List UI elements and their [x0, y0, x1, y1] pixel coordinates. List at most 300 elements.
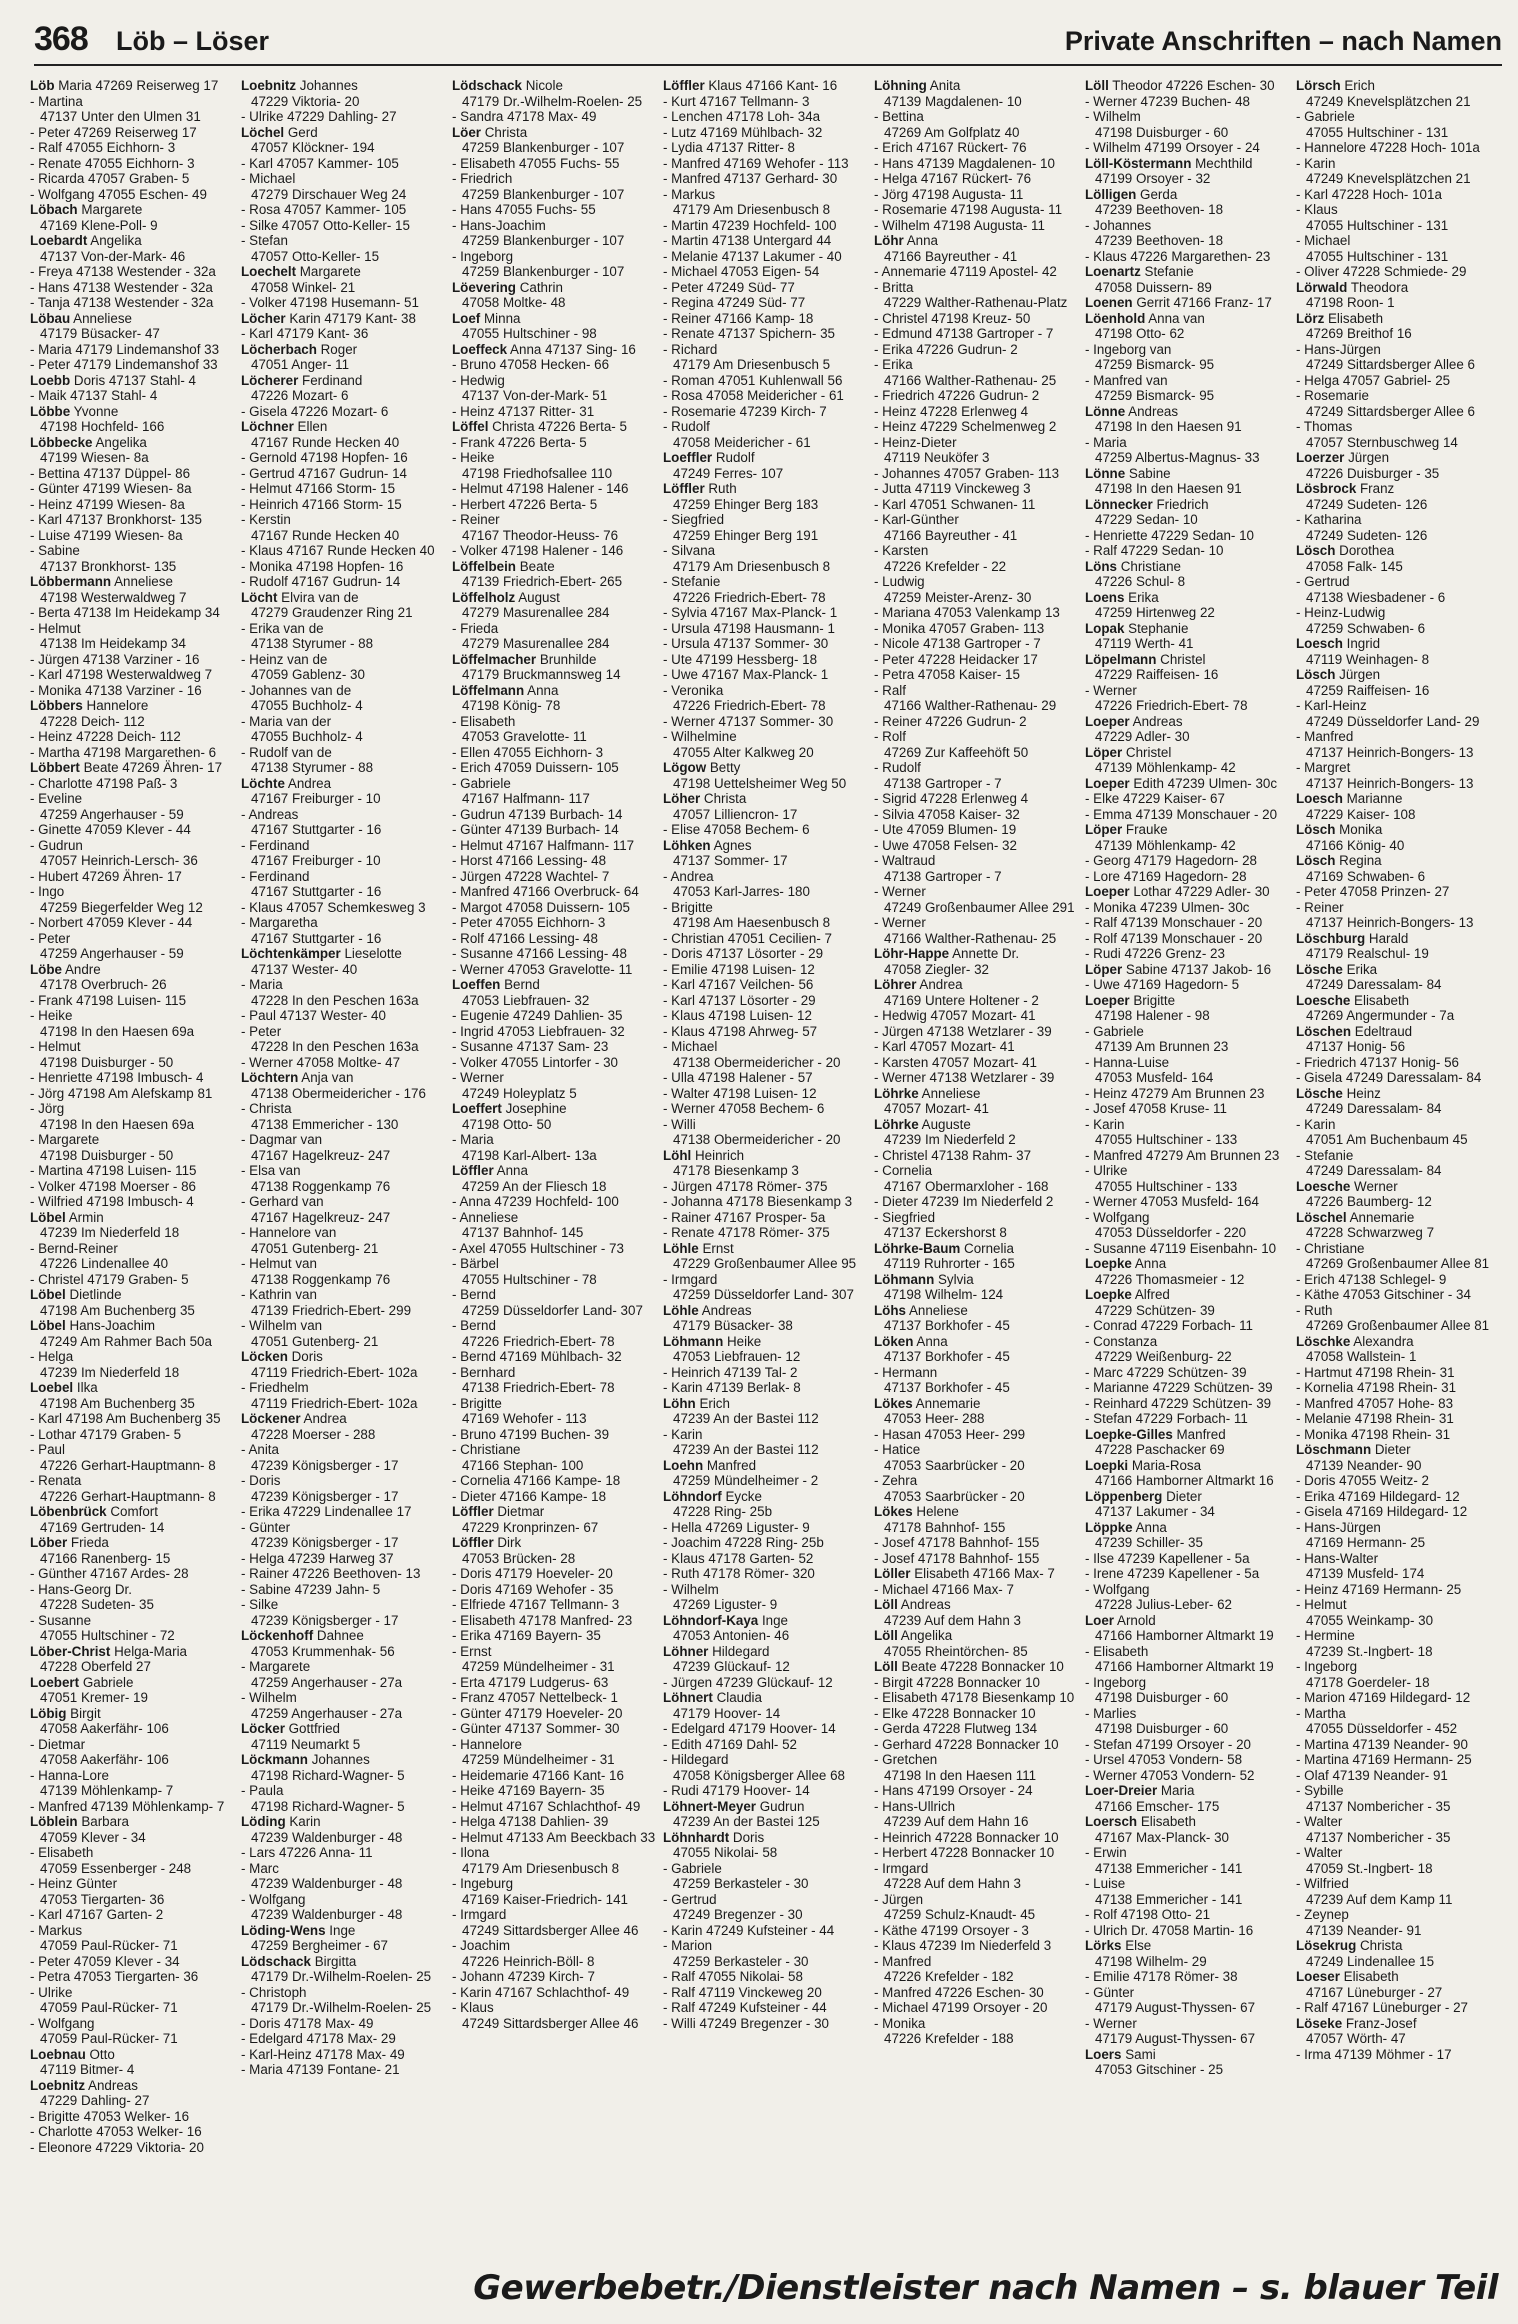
entry-detail: Lothar 47229 Adler- 30 — [1129, 884, 1270, 899]
directory-entry — [663, 280, 868, 296]
entry-detail: Andrea — [284, 775, 332, 791]
entry-surname: Löchte — [241, 775, 285, 791]
entry-detail: - Helmut van — [241, 1256, 317, 1271]
directory-entry — [452, 528, 657, 544]
entry-surname: Löbig — [30, 1705, 67, 1721]
directory-entry — [452, 1396, 657, 1412]
entry-detail: Marianne — [1342, 791, 1403, 806]
directory-entry — [452, 78, 657, 94]
entry-detail: - Margot 47058 Duissern- 105 — [452, 899, 630, 915]
entry-detail: 47249 Sittardsberger Allee 46 — [462, 2015, 639, 2031]
entry-detail: 47138 Friedrich-Ebert- 78 — [462, 1380, 615, 1395]
directory-entry — [1296, 1768, 1501, 1784]
directory-entry — [1085, 884, 1290, 900]
directory-entry — [663, 109, 868, 125]
entry-detail: Anneliese — [70, 310, 132, 326]
directory-entry — [241, 1799, 446, 1815]
directory-entry — [452, 574, 657, 590]
directory-entry — [452, 466, 657, 482]
directory-entry — [30, 698, 235, 714]
directory-entry — [30, 125, 235, 141]
directory-entry — [1085, 1396, 1290, 1412]
entry-surname: Löffler — [663, 481, 705, 496]
directory-entry — [1085, 1783, 1290, 1799]
entry-detail: 47229 Kaiser- 108 — [1306, 806, 1416, 822]
directory-entry — [241, 357, 446, 373]
entry-detail: Ernst — [698, 1240, 734, 1256]
directory-entry — [874, 233, 1079, 249]
entry-detail: 47228 In den Peschen 163a — [251, 1039, 419, 1054]
entry-surname: Löhken — [663, 837, 711, 853]
entry-detail: 47239 Waldenburger - 48 — [251, 1829, 403, 1845]
entry-detail: Frauke — [1122, 822, 1168, 837]
entry-detail: 47198 Karl-Albert- 13a — [462, 1147, 597, 1163]
directory-entry — [874, 1380, 1079, 1396]
directory-entry — [241, 1179, 446, 1195]
directory-entry — [663, 1721, 868, 1737]
directory-entry — [1085, 1504, 1290, 1520]
directory-entry — [452, 745, 657, 761]
entry-detail: 47249 Am Rahmer Bach 50a — [40, 1333, 212, 1349]
entry-detail: - Volker 47198 Halener - 146 — [452, 543, 624, 558]
entry-detail: - Ingeborg — [1085, 1674, 1147, 1690]
directory-entry — [241, 636, 446, 652]
directory-entry — [1296, 357, 1501, 373]
directory-entry — [663, 1163, 868, 1179]
directory-entry — [30, 1845, 235, 1861]
entry-detail: - Karl 47051 Schwanen- 11 — [874, 496, 1036, 512]
entry-detail: 47239 Im Niederfeld 18 — [40, 1225, 180, 1240]
directory-entry — [663, 1039, 868, 1055]
directory-entry — [30, 342, 235, 358]
directory-entry — [874, 1396, 1079, 1412]
directory-entry — [663, 1101, 868, 1117]
entry-detail: 47179 Dr.-Wilhelm-Roelen- 25 — [462, 93, 643, 109]
entry-surname: Löffler — [663, 78, 705, 93]
entry-detail: Beate 47228 Bonnacker 10 — [897, 1659, 1064, 1674]
directory-entry — [663, 1737, 868, 1753]
entry-detail: Maria-Rosa — [1128, 1457, 1202, 1473]
entry-detail: - Manfred 47139 Möhlenkamp- 7 — [30, 1798, 225, 1814]
entry-detail: - Ulrike — [1085, 1163, 1128, 1178]
entry-detail: 47138 Emmericher - 130 — [251, 1116, 399, 1132]
entry-detail: 47198 Duisburger - 50 — [40, 1054, 174, 1070]
entry-detail: - Wilhelm — [663, 1581, 719, 1597]
directory-entry — [874, 1690, 1079, 1706]
directory-entry — [452, 481, 657, 497]
directory-entry — [30, 1287, 235, 1303]
entry-detail: - Ute 47059 Blumen- 19 — [874, 822, 1017, 837]
entry-detail: 47138 Styrumer - 88 — [251, 760, 374, 775]
entry-detail: - Nicole 47138 Gartroper - 7 — [874, 636, 1041, 651]
entry-detail: - Elfriede 47167 Tellmann- 3 — [452, 1597, 620, 1612]
entry-detail: - Sylvia 47167 Max-Planck- 1 — [663, 605, 838, 620]
entry-detail: Beate 47269 Ähren- 17 — [79, 760, 223, 775]
entry-surname: Löher — [663, 791, 701, 806]
entry-detail: 47139 Am Brunnen 23 — [1095, 1039, 1229, 1054]
entry-detail: Karin 47179 Kant- 38 — [285, 310, 416, 326]
entry-detail: - Johannes 47057 Graben- 113 — [874, 465, 1060, 481]
entry-detail: - Reiner — [452, 512, 500, 527]
directory-entry — [874, 295, 1079, 311]
entry-surname: Loer — [1085, 1612, 1115, 1628]
entry-detail: Christa — [481, 124, 528, 140]
directory-entry — [1085, 900, 1290, 916]
directory-entry — [30, 1380, 235, 1396]
directory-entry — [874, 1535, 1079, 1551]
entry-detail: 47198 Otto- 62 — [1095, 326, 1185, 341]
directory-entry — [1296, 962, 1501, 978]
directory-entry — [1296, 931, 1501, 947]
directory-entry — [663, 869, 868, 885]
entry-detail: 47137 Nombericher - 35 — [1306, 1798, 1451, 1814]
entry-detail: Johannes — [296, 78, 358, 93]
directory-entry — [663, 1086, 868, 1102]
entry-detail: - Walter — [1296, 1814, 1343, 1829]
entry-detail: 47055 Alter Kalkweg 20 — [673, 744, 814, 760]
entry-detail: 47239 Waldenburger - 48 — [251, 1876, 403, 1891]
entry-detail: - Michael — [241, 171, 296, 186]
entry-detail: - Christel 47138 Rahm- 37 — [874, 1147, 1032, 1163]
entry-surname: Loepke — [1085, 1287, 1132, 1302]
entry-detail: 47051 Am Buchenbaum 45 — [1306, 1132, 1468, 1147]
directory-entry — [874, 1551, 1079, 1567]
entry-detail: - Heinz 47229 Schelmenweg 2 — [874, 419, 1057, 434]
directory-entry — [663, 202, 868, 218]
directory-entry — [452, 853, 657, 869]
directory-entry — [1296, 1365, 1501, 1381]
entry-detail: - Maria — [1085, 434, 1127, 450]
directory-entry — [663, 249, 868, 265]
entry-detail: 47055 Rheintörchen- 85 — [884, 1643, 1028, 1659]
directory-entry — [241, 435, 446, 451]
entry-detail: - Bruno 47058 Hecken- 66 — [452, 357, 610, 372]
directory-entry — [874, 2016, 1079, 2032]
entry-detail: - Emma 47139 Monschauer - 20 — [1085, 806, 1278, 822]
directory-entry — [874, 1504, 1079, 1520]
entry-detail: 47169 Wehofer - 113 — [462, 1411, 587, 1426]
entry-detail: - Hans 47199 Orsoyer - 24 — [874, 1783, 1033, 1798]
directory-entry — [241, 931, 446, 947]
entry-detail: 47138 Gartroper - 7 — [884, 775, 1002, 791]
directory-entry — [30, 2016, 235, 2032]
directory-entry — [1085, 1597, 1290, 1613]
entry-detail: Dieter — [1162, 1488, 1202, 1504]
directory-entry — [1085, 838, 1290, 854]
entry-detail: 47167 Stuttgarter - 16 — [251, 930, 382, 946]
entry-detail: 47259 Düsseldorfer Land- 307 — [673, 1287, 854, 1302]
directory-entry — [874, 900, 1079, 916]
directory-entry — [30, 140, 235, 156]
entry-detail: - Margret — [1296, 760, 1351, 775]
directory-entry — [241, 1737, 446, 1753]
entry-detail: - Ludwig — [874, 574, 925, 589]
directory-entry — [663, 667, 868, 683]
directory-entry — [241, 1938, 446, 1954]
entry-detail: Dietlinde — [65, 1287, 122, 1302]
directory-entry — [30, 1132, 235, 1148]
entry-detail: - Volker 47198 Moerser - 86 — [30, 1178, 196, 1194]
entry-detail: 47119 Neuköfer 3 — [884, 450, 990, 465]
directory-entry — [1296, 94, 1501, 110]
directory-entry — [1296, 1473, 1501, 1489]
directory-entry — [1296, 481, 1501, 497]
directory-entry — [30, 1039, 235, 1055]
entry-detail: 47259 Bergheimer - 67 — [251, 1938, 388, 1953]
entry-detail: - Klaus 47057 Schemkesweg 3 — [241, 899, 426, 915]
entry-detail: - Rolf — [874, 729, 906, 744]
directory-entry — [874, 1582, 1079, 1598]
entry-surname: Lökes — [874, 1504, 913, 1519]
entry-detail: 47139 Möhlenkamp- 42 — [1095, 837, 1236, 853]
directory-entry — [663, 698, 868, 714]
directory-entry — [241, 1473, 446, 1489]
entry-surname: Löcher — [241, 310, 286, 326]
directory-entry — [452, 1799, 657, 1815]
entry-detail: - Wilfried 47198 Imbusch- 4 — [30, 1194, 194, 1209]
directory-entry — [1296, 140, 1501, 156]
directory-entry — [874, 729, 1079, 745]
entry-detail: Andreas — [1129, 713, 1183, 729]
directory-entry — [1085, 962, 1290, 978]
directory-entry — [1085, 1163, 1290, 1179]
directory-entry — [874, 884, 1079, 900]
entry-detail: Andre — [62, 961, 101, 977]
entry-detail: 47249 Lindenallee 15 — [1306, 1953, 1435, 1969]
entry-detail: - Maria — [452, 1132, 494, 1147]
entry-detail: Cathrin — [516, 279, 563, 295]
entry-detail: - Heinz Günter — [30, 1876, 118, 1891]
directory-entry — [1085, 2016, 1290, 2032]
entry-detail: Gerd — [284, 124, 318, 140]
entry-detail: 47119 Werth- 41 — [1095, 636, 1194, 651]
entry-detail: 47198 Wilhelm- 29 — [1095, 1953, 1207, 1969]
directory-entry — [1085, 264, 1290, 280]
directory-entry — [1085, 1039, 1290, 1055]
entry-detail: - Bettina 47137 Düppel- 86 — [30, 465, 191, 481]
page-header — [34, 20, 1502, 66]
entry-detail: 47053 Musfeld- 164 — [1095, 1070, 1214, 1085]
entry-detail: 47259 Blankenburger - 107 — [462, 140, 625, 155]
directory-entry — [452, 109, 657, 125]
directory-entry — [1085, 1566, 1290, 1582]
directory-entry — [452, 1535, 657, 1551]
directory-entry — [1085, 233, 1290, 249]
entry-detail: - Gabriele — [1085, 1023, 1144, 1039]
directory-entry — [241, 466, 446, 482]
entry-detail: 47239 Königsberger - 17 — [251, 1488, 399, 1504]
directory-entry — [30, 1938, 235, 1954]
directory-entry — [452, 373, 657, 389]
entry-detail: - Karl-Günther — [874, 512, 959, 527]
directory-entry — [241, 1845, 446, 1861]
entry-detail: Bernd — [500, 977, 540, 992]
directory-entry — [663, 94, 868, 110]
entry-detail: 47137 Lakumer - 34 — [1095, 1504, 1215, 1519]
directory-entry — [874, 1024, 1079, 1040]
entry-detail: - Hannelore van — [241, 1225, 337, 1240]
entry-detail: - Wolfgang — [30, 2015, 95, 2031]
entry-surname: Löhle — [663, 1240, 699, 1256]
directory-entry — [452, 652, 657, 668]
directory-entry — [452, 1303, 657, 1319]
directory-entry — [874, 946, 1079, 962]
directory-entry — [663, 1582, 868, 1598]
entry-detail: 47167 Stuttgarter - 16 — [251, 822, 382, 837]
directory-entry — [1296, 683, 1501, 699]
entry-detail: - Hedwig 47057 Mozart- 41 — [874, 1008, 1036, 1023]
entry-surname: Löhnhardt — [663, 1829, 730, 1845]
entry-detail: Yvonne — [70, 403, 119, 419]
directory-entry — [241, 1969, 446, 1985]
entry-detail: Christiane — [1117, 558, 1182, 574]
entry-detail: - Karl 47137 Bronkhorst- 135 — [30, 512, 202, 527]
entry-surname: Löhndorf-Kaya — [663, 1612, 759, 1628]
directory-entry — [1085, 1086, 1290, 1102]
entry-detail: 47178 Goerdeler- 18 — [1306, 1674, 1430, 1690]
directory-entry — [1085, 1070, 1290, 1086]
entry-detail: - Gerhard van — [241, 1194, 324, 1209]
directory-entry — [241, 1055, 446, 1071]
directory-entry — [452, 1520, 657, 1536]
entry-detail: 47229 Kronprinzen- 67 — [462, 1519, 599, 1535]
entry-surname: Löll — [874, 1628, 898, 1643]
entry-surname: Loeffert — [452, 1101, 502, 1116]
directory-entry — [241, 2000, 446, 2016]
entry-detail: 47138 Wiesbadener - 6 — [1306, 589, 1446, 605]
entry-surname: Löber-Christ — [30, 1643, 111, 1659]
entry-detail: - Elisabeth — [1085, 1643, 1149, 1659]
directory-entry — [663, 1659, 868, 1675]
directory-entry — [241, 698, 446, 714]
section-title: Private Anschriften – nach Namen — [1064, 26, 1502, 56]
entry-detail: - Werner — [1085, 682, 1137, 698]
directory-entry — [452, 807, 657, 823]
directory-entry — [241, 590, 446, 606]
directory-entry — [663, 652, 868, 668]
entry-detail: - Stefanie — [1296, 1147, 1354, 1163]
entry-detail: - Helmut 47133 Am Beeckbach 33 — [452, 1829, 656, 1845]
entry-detail: 47198 Richard-Wagner- 5 — [251, 1798, 405, 1814]
directory-entry — [1085, 404, 1290, 420]
directory-entry — [663, 574, 868, 590]
directory-entry — [30, 1055, 235, 1071]
entry-detail: - Käthe 47199 Orsoyer - 3 — [874, 1922, 1029, 1938]
entry-detail: - Helga 47138 Dahlien- 39 — [452, 1814, 609, 1829]
entry-detail: Franz-Josef — [1342, 2015, 1417, 2031]
directory-entry — [1085, 435, 1290, 451]
directory-entry — [452, 1706, 657, 1722]
entry-detail: 47138 Obermeidericher - 176 — [251, 1085, 426, 1101]
directory-entry — [452, 977, 657, 993]
directory-entry — [1296, 1241, 1501, 1257]
entry-detail: - Manfred 47226 Eschen- 30 — [874, 1984, 1044, 2000]
entry-detail: - Joachim — [452, 1938, 511, 1953]
directory-entry — [1296, 512, 1501, 528]
directory-entry — [30, 326, 235, 342]
directory-entry — [874, 388, 1079, 404]
entry-surname: Loesch — [1296, 636, 1343, 651]
directory-entry — [1296, 2016, 1501, 2032]
entry-detail: Annemarie — [912, 1395, 981, 1411]
entry-detail: - Hildegard — [663, 1752, 729, 1767]
directory-entry — [241, 1690, 446, 1706]
directory-entry — [663, 1706, 868, 1722]
entry-surname: Löschen — [1296, 1023, 1352, 1039]
entry-detail: - Heike 47169 Bayern- 35 — [452, 1783, 605, 1798]
entry-detail: - Doris 47179 Hoeveler- 20 — [452, 1566, 613, 1581]
entry-detail: 47053 Antonien- 46 — [673, 1628, 790, 1643]
entry-detail: - Erika — [874, 357, 913, 372]
entry-surname: Löbel — [30, 1318, 66, 1333]
entry-detail: 47059 St.-Ingbert- 18 — [1306, 1860, 1433, 1876]
directory-entry — [30, 450, 235, 466]
directory-entry — [1085, 342, 1290, 358]
entry-detail: Theodora — [1347, 279, 1409, 295]
directory-entry — [1296, 559, 1501, 575]
directory-entry — [452, 171, 657, 187]
entry-detail: - Klaus 47226 Margarethen- 23 — [1085, 248, 1271, 264]
directory-entry — [452, 543, 657, 559]
entry-detail: - Uwe 47169 Hagedorn- 5 — [1085, 977, 1240, 992]
entry-surname: Loer-Dreier — [1085, 1783, 1158, 1798]
entry-detail: - Rosa 47058 Meidericher - 61 — [663, 388, 844, 403]
directory-entry — [1296, 1396, 1501, 1412]
directory-entry — [1296, 233, 1501, 249]
directory-entry — [452, 636, 657, 652]
directory-entry — [30, 636, 235, 652]
entry-detail: - Elke 47228 Bonnacker 10 — [874, 1705, 1036, 1721]
entry-surname: Löll — [874, 1597, 898, 1612]
entry-detail: - Maik 47137 Stahl- 4 — [30, 388, 158, 403]
entry-detail: - Gerhard 47228 Bonnacker 10 — [874, 1736, 1059, 1752]
directory-entry — [663, 1303, 868, 1319]
directory-entry — [1296, 1411, 1501, 1427]
directory-entry — [241, 1489, 446, 1505]
entry-detail: 47058 Meidericher - 61 — [673, 434, 811, 450]
directory-entry — [452, 264, 657, 280]
entry-detail: - Ginette 47059 Klever - 44 — [30, 822, 191, 837]
directory-entry — [30, 1489, 235, 1505]
directory-entry — [30, 1690, 235, 1706]
directory-entry — [874, 1194, 1079, 1210]
entry-detail: 47137 Heinrich-Bongers- 13 — [1306, 915, 1474, 930]
entry-detail: - Werner 47053 Vondern- 52 — [1085, 1767, 1255, 1783]
entry-surname: Löchner — [241, 419, 294, 434]
entry-detail: 47057 Mozart- 41 — [884, 1101, 989, 1116]
entry-detail: Sabine 47137 Jakob- 16 — [1122, 961, 1272, 977]
entry-detail: - Werner 47239 Buchen- 48 — [1085, 93, 1251, 109]
entry-detail: - Werner 47137 Sommer- 30 — [663, 713, 834, 729]
directory-entry — [874, 869, 1079, 885]
directory-entry — [1296, 900, 1501, 916]
directory-entry — [1085, 993, 1290, 1009]
directory-entry — [1085, 1830, 1290, 1846]
entry-detail: 47179 Dr.-Wilhelm-Roelen- 25 — [251, 1969, 432, 1984]
directory-entry — [241, 1396, 446, 1412]
entry-detail: 47139 Neander- 91 — [1306, 1922, 1422, 1938]
entry-detail: - Markus — [663, 186, 716, 202]
entry-surname: Löhnert-Meyer — [663, 1798, 757, 1814]
directory-entry — [30, 621, 235, 637]
directory-entry — [1085, 280, 1290, 296]
entry-detail: - Manfred van — [1085, 372, 1168, 388]
entry-detail: Sami — [1121, 2046, 1156, 2062]
directory-entry — [452, 760, 657, 776]
entry-detail: 47259 Mündelheimer - 2 — [673, 1473, 819, 1488]
entry-detail: - Georg 47179 Hagedorn- 28 — [1085, 853, 1257, 868]
entry-detail: - Rudi 47179 Hoover- 14 — [663, 1783, 810, 1798]
